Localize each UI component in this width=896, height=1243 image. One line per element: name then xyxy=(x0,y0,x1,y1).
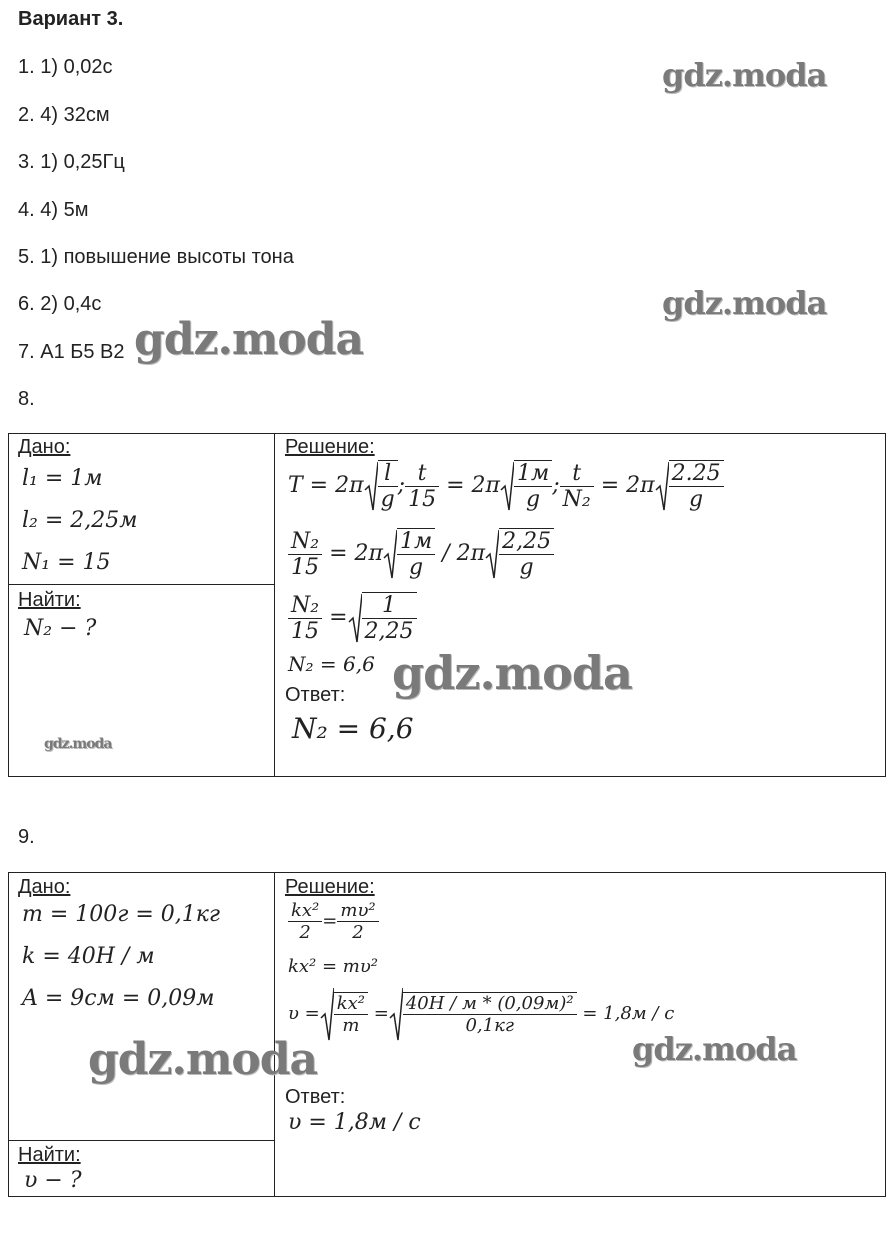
watermark: gdz.moda xyxy=(662,56,827,94)
answer-7: 7. А1 Б5 В2 xyxy=(18,341,125,363)
given-item: A = 9см = 0,09м xyxy=(22,986,215,1011)
table-divider xyxy=(274,433,275,777)
watermark: gdz.moda xyxy=(134,314,364,365)
watermark: gdz.moda xyxy=(662,284,827,322)
answer-6: 6. 2) 0,4с xyxy=(18,293,102,315)
given-item: l₁ = 1м xyxy=(22,466,103,491)
task-8-number: 8. xyxy=(18,388,35,410)
answer-3: 3. 1) 0,25Гц xyxy=(18,151,125,173)
given-item: m = 100г = 0,1кг xyxy=(22,902,221,927)
watermark: gdz.moda xyxy=(632,1030,797,1068)
find-item: υ − ? xyxy=(24,1168,82,1193)
answer-2: 2. 4) 32см xyxy=(18,104,110,126)
task-9-number: 9. xyxy=(18,826,35,848)
given-item: N₁ = 15 xyxy=(22,550,111,575)
answer-4: 4. 4) 5м xyxy=(18,199,89,221)
given-item: k = 40Н / м xyxy=(22,944,155,969)
table-divider xyxy=(8,584,275,585)
watermark: gdz.moda xyxy=(88,1034,318,1085)
answer-5: 5. 1) повышение высоты тона xyxy=(18,246,294,268)
watermark: gdz.moda xyxy=(44,736,112,752)
equation-2: $\frac{\text{N₂}}{15}$ = 2π $\frac{1м}{g}$ / 2π $\frac{2,25}{g}$ xyxy=(288,528,554,580)
equation-3: $\frac{\text{N₂}}{15}$ = $\frac{1}{2,25}$ xyxy=(288,592,417,644)
page-title: Вариант 3. xyxy=(18,8,124,30)
find-item: N₂ − ? xyxy=(24,616,97,641)
solution-label: Решение: xyxy=(285,876,375,898)
given-item: l₂ = 2,25м xyxy=(22,508,138,533)
result: N₂ = 6,6 xyxy=(288,652,375,676)
find-label: Найти: xyxy=(18,1144,81,1166)
given-label: Дано: xyxy=(18,436,71,458)
answer-label: Ответ: xyxy=(285,1086,346,1108)
equation-2: kx² = mυ² xyxy=(288,956,379,977)
equation-1: $\frac{\text{kx²}}{2}$ = $\frac{\text{mυ²}}{2}$ xyxy=(288,900,379,943)
answer-value: N₂ = 6,6 xyxy=(292,712,414,745)
answer-1: 1. 1) 0,02с xyxy=(18,56,113,78)
solution-label: Решение: xyxy=(285,436,375,458)
equation-3: υ = $\frac{\text{kx²}}{m}$ = $\frac{\text{40Н / м * (0,09м)²}}{0,1кг}$ = 1,8м / с xyxy=(288,986,674,1042)
table-divider xyxy=(8,1140,275,1141)
answer-value: υ = 1,8м / с xyxy=(288,1110,421,1135)
answer-label: Ответ: xyxy=(285,684,346,706)
find-label: Найти: xyxy=(18,589,81,611)
equation-1: T = 2π $\frac{l}{g}$ ; $\frac{t}{15}$ = 2π $\frac{1м}{g}$ ; $\frac{t}{\text{N₂}}$ = 2π $\frac{2.25}{g}$ xyxy=(288,460,724,512)
given-label: Дано: xyxy=(18,876,71,898)
watermark: gdz.moda xyxy=(392,646,632,700)
